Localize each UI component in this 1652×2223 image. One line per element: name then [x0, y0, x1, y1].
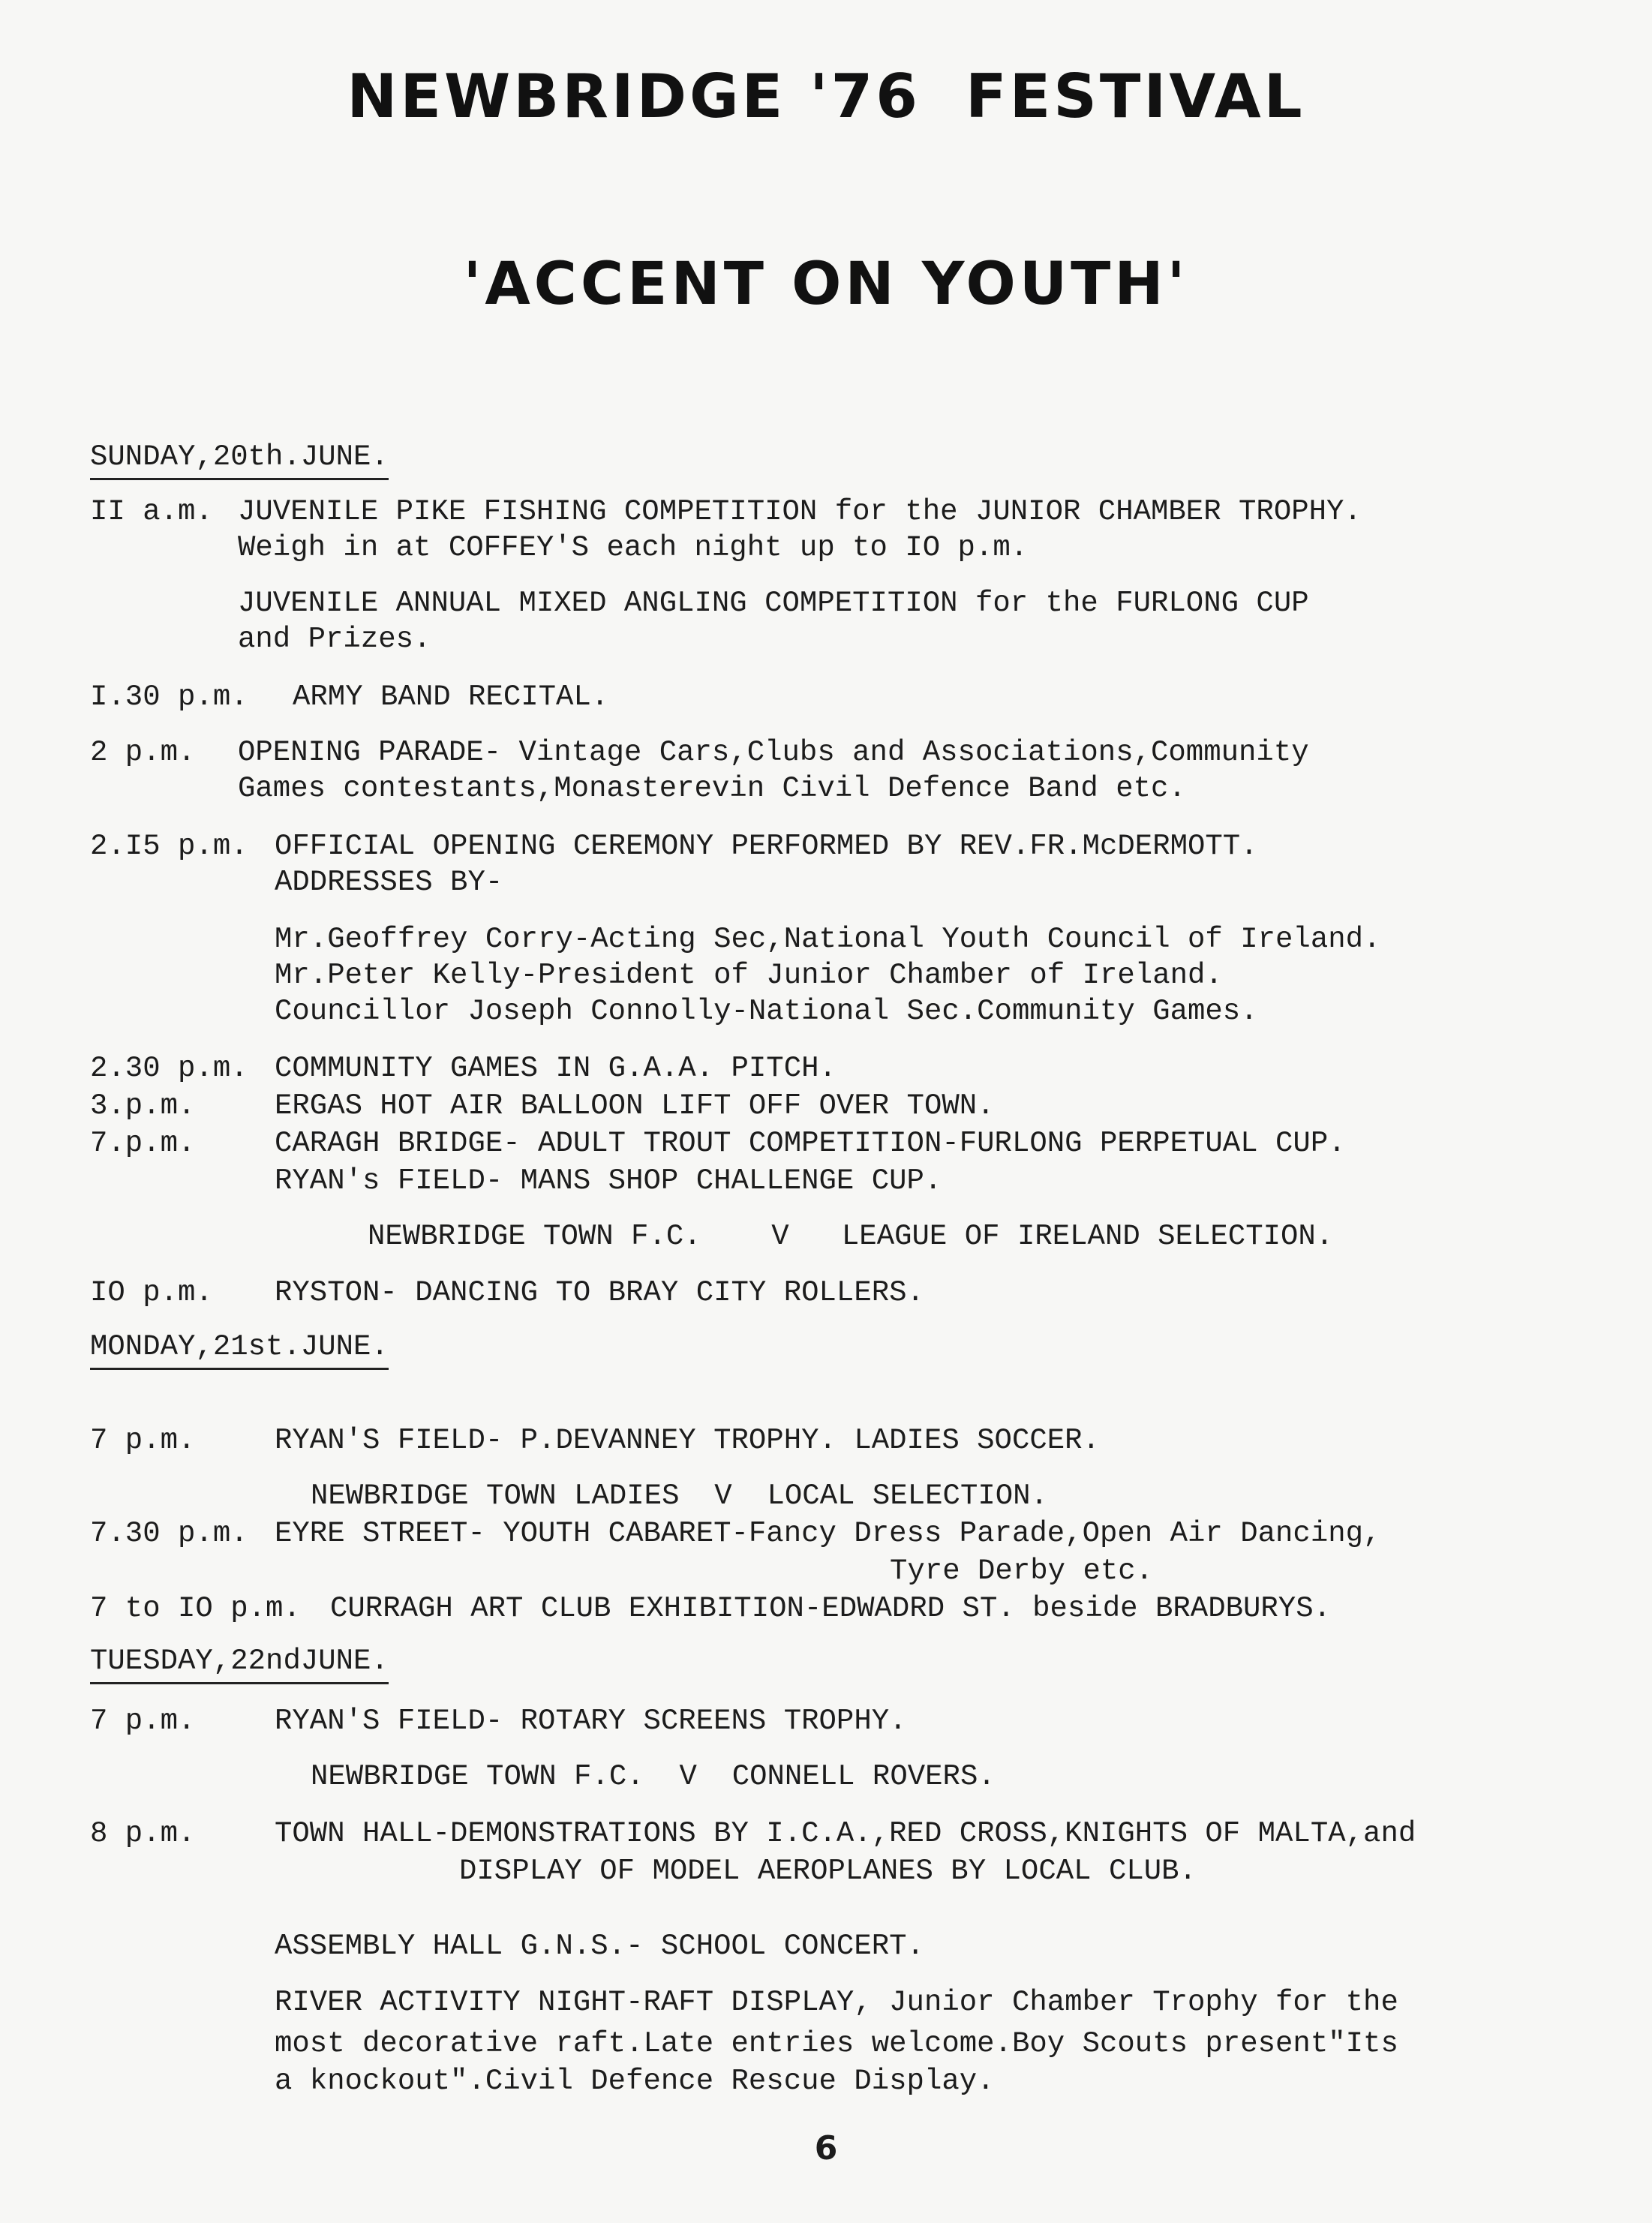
event-text: a knockout".Civil Defence Rescue Display.	[275, 2065, 995, 2098]
tuesday-heading: TUESDAY,22ndJUNE.	[90, 1643, 389, 1684]
event-time: 2.30 p.m.	[90, 1052, 248, 1085]
event-text: OFFICIAL OPENING CEREMONY PERFORMED BY REV.FR.McDERMOTT.	[275, 830, 1258, 863]
match-fixture: NEWBRIDGE TOWN F.C. V LEAGUE OF IRELAND SELECTION.	[368, 1220, 1334, 1253]
event-time: IO p.m.	[90, 1276, 213, 1309]
event-text: RYAN'S FIELD- P.DEVANNEY TROPHY. LADIES SOCCER.	[275, 1424, 1100, 1457]
event-text: Mr.Geoffrey Corry-Acting Sec,National Youth Council of Ireland.	[275, 923, 1381, 956]
monday-heading: MONDAY,21st.JUNE.	[90, 1329, 389, 1370]
event-time: 7 to IO p.m.	[90, 1592, 301, 1625]
event-text: EYRE STREET- YOUTH CABARET-Fancy Dress Parade,Open Air Dancing,	[275, 1517, 1381, 1550]
match-fixture: NEWBRIDGE TOWN F.C. V CONNELL ROVERS.	[311, 1760, 996, 1793]
event-text: ADDRESSES BY-	[275, 866, 503, 899]
event-time: 8 p.m.	[90, 1817, 196, 1850]
event-text: ARMY BAND RECITAL.	[293, 680, 609, 713]
event-text: JUVENILE PIKE FISHING COMPETITION for the JUNIOR CHAMBER TROPHY.	[238, 495, 1362, 528]
event-text: COMMUNITY GAMES IN G.A.A. PITCH.	[275, 1052, 837, 1085]
event-text: Weigh in at COFFEY'S each night up to IO p.m.	[238, 531, 1029, 564]
festival-subtitle: 'ACCENT ON YOUTH'	[463, 251, 1189, 318]
page-number: 6	[814, 2129, 838, 2167]
sunday-heading: SUNDAY,20th.JUNE.	[90, 439, 389, 480]
event-text: TOWN HALL-DEMONSTRATIONS BY I.C.A.,RED CROSS,KNIGHTS OF MALTA,and	[275, 1817, 1416, 1850]
event-text: OPENING PARADE- Vintage Cars,Clubs and Associations,Community	[238, 736, 1309, 769]
festival-title-part1: NEWBRIDGE '76	[347, 62, 921, 131]
festival-title	[0, 62, 1652, 131]
event-text: DISPLAY OF MODEL AEROPLANES BY LOCAL CLUB.	[459, 1855, 1197, 1888]
event-text: CURRAGH ART CLUB EXHIBITION-EDWADRD ST. beside BRADBURYS.	[330, 1592, 1332, 1625]
event-time: I.30 p.m.	[90, 680, 248, 713]
event-time: 7.30 p.m.	[90, 1517, 248, 1550]
event-text: Games contestants,Monasterevin Civil Defence Band etc.	[238, 772, 1186, 805]
event-time: II a.m.	[90, 495, 213, 528]
event-text: CARAGH BRIDGE- ADULT TROUT COMPETITION-FURLONG PERPETUAL CUP.	[275, 1127, 1346, 1160]
match-fixture: NEWBRIDGE TOWN LADIES V LOCAL SELECTION.	[311, 1479, 1048, 1513]
event-time: 3.p.m.	[90, 1089, 196, 1122]
event-text: most decorative raft.Late entries welcome.Boy Scouts present"Its	[275, 2027, 1398, 2060]
event-text: RYAN'S FIELD- ROTARY SCREENS TROPHY.	[275, 1705, 907, 1738]
event-time: 7 p.m.	[90, 1424, 196, 1457]
event-time: 2.I5 p.m.	[90, 830, 248, 863]
event-text: JUVENILE ANNUAL MIXED ANGLING COMPETITION for the FURLONG CUP	[238, 587, 1309, 620]
festival-title-part2: FESTIVAL	[965, 62, 1305, 131]
event-text: RYAN's FIELD- MANS SHOP CHALLENGE CUP.	[275, 1164, 942, 1197]
event-text: Mr.Peter Kelly-President of Junior Chamber of Ireland.	[275, 959, 1223, 992]
event-time: 2 p.m.	[90, 736, 196, 769]
event-text: RYSTON- DANCING TO BRAY CITY ROLLERS.	[275, 1276, 924, 1309]
event-text: RIVER ACTIVITY NIGHT-RAFT DISPLAY, Junior Chamber Trophy for the	[275, 1986, 1398, 2019]
event-text: and Prizes.	[238, 623, 431, 656]
event-text: Tyre Derby etc.	[890, 1555, 1154, 1588]
event-text: Councillor Joseph Connolly-National Sec.Community Games.	[275, 995, 1258, 1028]
event-time: 7.p.m.	[90, 1127, 196, 1160]
event-text: ASSEMBLY HALL G.N.S.- SCHOOL CONCERT.	[275, 1930, 924, 1963]
event-time: 7 p.m.	[90, 1705, 196, 1738]
event-text: ERGAS HOT AIR BALLOON LIFT OFF OVER TOWN.	[275, 1089, 995, 1122]
